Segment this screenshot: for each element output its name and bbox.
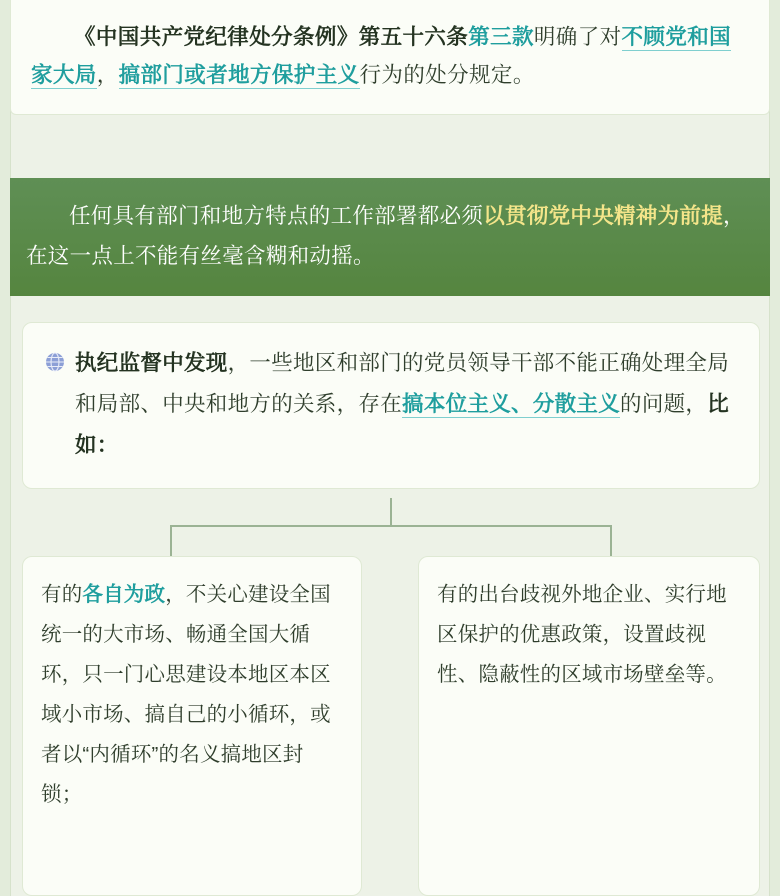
note-text-1: ，一些地区和部门的党员领导干部不能正确处理全局和局部、中央和地方的关系，存在 — [75, 351, 730, 416]
banner-highlight: 以贯彻党中央精神为前提 — [483, 204, 724, 228]
right-rail — [769, 0, 780, 896]
phrase-national-interest: 不顾党和国家大局 — [31, 25, 732, 87]
example-right-text-1: 有的出台歧视外地企业、实行地区保护的优惠政策，设置歧视性、隐蔽性的区域市场壁垒等。 — [437, 583, 727, 686]
example-left-text-2: ，不关心建设全国统一的大市场、畅通全国大循环，只一门心思建设本地区本区域小市场、搞自己的小循环，或者以“内循环”的名义搞地区封锁； — [41, 583, 331, 806]
intro-text-2: 行为的处分规定。 — [359, 63, 535, 87]
green-banner — [10, 178, 770, 296]
note-row — [45, 343, 737, 466]
globe-icon — [45, 352, 65, 372]
example-card-left — [22, 556, 362, 896]
intro-paragraph — [31, 18, 749, 94]
example-left-highlight: 各自为政 — [82, 583, 166, 606]
connector-branch-left — [170, 525, 172, 556]
connector-branch-right — [610, 525, 612, 556]
intro-comma: ， — [96, 63, 119, 87]
note-card — [22, 322, 760, 489]
note-example-label: 比如： — [75, 392, 730, 457]
example-card-right — [418, 556, 760, 896]
banner-text-2: ，在这一点上不能有丝毫含糊和动摇。 — [26, 204, 745, 268]
intro-text-1: 明确了对 — [533, 25, 622, 49]
banner-paragraph — [26, 196, 754, 276]
banner-text-1: 任何具有部门和地方特点的工作部署都必须 — [69, 204, 484, 228]
example-right-paragraph — [437, 575, 741, 695]
intro-card — [10, 0, 770, 115]
example-left-text-1: 有的 — [41, 583, 83, 606]
content-area — [10, 0, 770, 896]
note-text-2: 的问题， — [620, 392, 708, 416]
clause-highlight: 第三款 — [468, 25, 534, 49]
regulation-title: 《中国共产党纪律处分条例》第五十六条 — [74, 25, 469, 49]
phrase-local-protectionism: 搞部门或者地方保护主义 — [118, 63, 360, 87]
connector-stem — [390, 498, 392, 526]
phrase-departmentalism: 搞本位主义、分散主义 — [402, 392, 621, 416]
note-lead: 执纪监督中发现 — [75, 351, 228, 375]
connector-crossbar — [170, 525, 612, 527]
example-left-paragraph — [41, 575, 343, 815]
connector-lines — [22, 498, 760, 558]
note-paragraph — [75, 343, 737, 466]
